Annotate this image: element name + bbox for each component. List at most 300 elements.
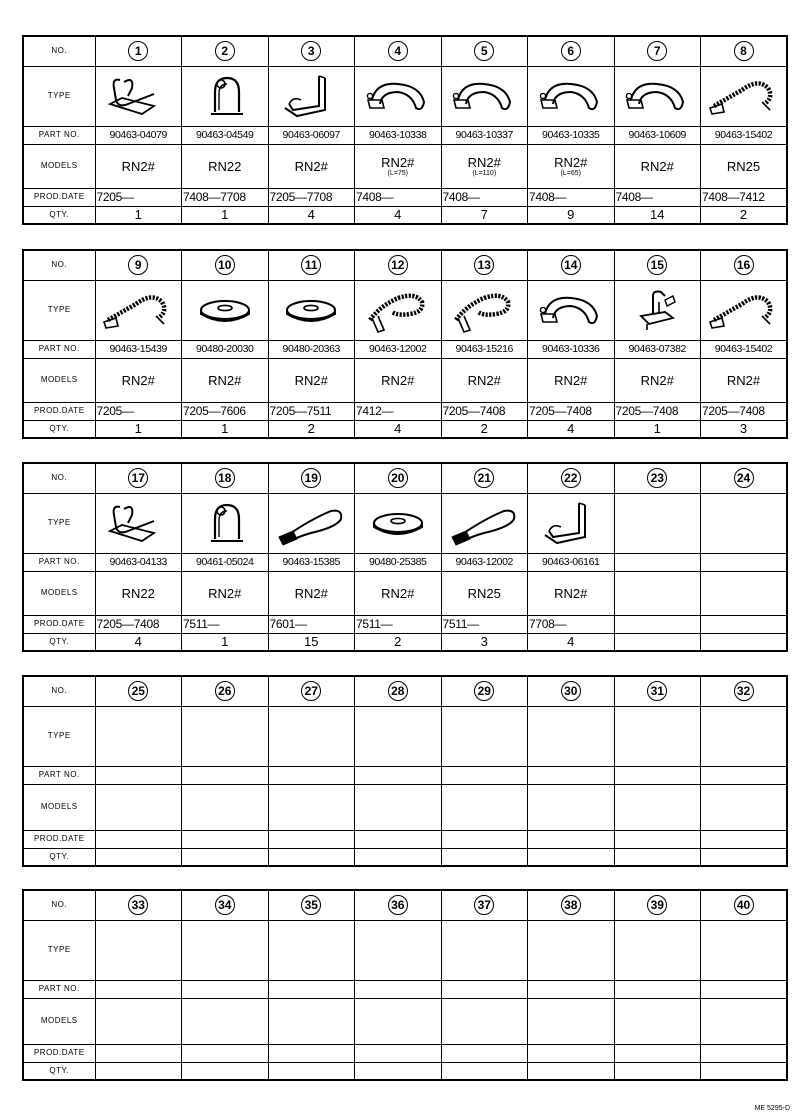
- date-cell: [441, 188, 528, 206]
- model-code: RN2#: [294, 158, 328, 174]
- part-cell: [355, 980, 442, 998]
- qty-cell: [182, 206, 269, 224]
- part-cell: [268, 553, 355, 571]
- item-number-badge: 36: [388, 895, 408, 915]
- length-note: (L=110): [472, 169, 497, 177]
- no-cell: [441, 890, 528, 920]
- date-cell: [441, 1044, 528, 1062]
- parts-block-4: [22, 675, 788, 867]
- hook-clip-icon: [528, 284, 614, 336]
- no-label: NO.: [23, 890, 95, 920]
- no-cell: [701, 36, 788, 66]
- no-cell: [268, 250, 355, 280]
- row-model: [23, 358, 787, 402]
- quantity: 4: [567, 634, 575, 650]
- date-cell: [355, 615, 442, 633]
- qty-label: QTY.: [23, 1062, 95, 1080]
- model-cell: [701, 144, 788, 188]
- item-number-badge: 29: [474, 681, 494, 701]
- model-cell: [528, 998, 615, 1044]
- qty-cell: [701, 1062, 788, 1080]
- part-cell: [268, 766, 355, 784]
- date-cell: [355, 830, 442, 848]
- part-number: 90463-15439: [109, 342, 167, 355]
- part-number: 90463-10338: [369, 128, 427, 141]
- row-date: [23, 1044, 787, 1062]
- model-cell: [182, 571, 269, 615]
- part-cell: [528, 766, 615, 784]
- quantity: 2: [739, 207, 748, 223]
- model-code: RN2#: [208, 372, 242, 388]
- item-number-badge: 40: [734, 895, 754, 915]
- part-cell: [95, 980, 182, 998]
- model-code: RN2#: [640, 372, 674, 388]
- qty-cell: [441, 206, 528, 224]
- type-cell: [614, 920, 701, 980]
- model-cell: [95, 998, 182, 1044]
- row-part: [23, 766, 787, 784]
- row-qty: [23, 633, 787, 651]
- part-label: PART NO.: [23, 766, 95, 784]
- part-cell: [355, 553, 442, 571]
- qty-cell: [268, 206, 355, 224]
- type-cell: [268, 493, 355, 553]
- date-cell: [182, 830, 269, 848]
- no-cell: [441, 36, 528, 66]
- qty-label: QTY.: [23, 206, 95, 224]
- quantity: 1: [221, 421, 229, 437]
- row-no: [23, 250, 787, 280]
- type-label: TYPE: [23, 706, 95, 766]
- no-cell: [355, 890, 442, 920]
- model-cell: [614, 784, 701, 830]
- no-cell: [268, 36, 355, 66]
- date-cell: [528, 1044, 615, 1062]
- part-cell: [268, 340, 355, 358]
- part-cell: [182, 126, 269, 144]
- type-cell: [528, 66, 615, 126]
- hook-clip-icon: [355, 70, 441, 122]
- no-cell: [182, 676, 269, 706]
- part-cell: [182, 340, 269, 358]
- qty-cell: [614, 848, 701, 866]
- type-cell: [268, 280, 355, 340]
- item-number-badge: 24: [734, 468, 754, 488]
- qty-cell: [441, 1062, 528, 1080]
- item-number-badge: 3: [301, 41, 321, 61]
- model-code: RN2#: [381, 585, 415, 601]
- ribbed-band-clip-icon: [701, 70, 786, 122]
- row-model: [23, 144, 787, 188]
- quantity: 2: [307, 421, 315, 437]
- type-cell: [355, 493, 442, 553]
- qty-cell: [528, 848, 615, 866]
- date-cell: [268, 1044, 355, 1062]
- qty-cell: [701, 206, 788, 224]
- date-cell: [528, 830, 615, 848]
- model-cell: [441, 358, 528, 402]
- spring-clip-icon: [96, 70, 182, 122]
- part-number: 90463-04133: [109, 555, 167, 568]
- angle-bracket-clip-icon: [528, 497, 614, 549]
- part-number: 90480-20030: [196, 342, 254, 355]
- quantity: 1: [653, 421, 661, 437]
- part-label: PART NO.: [23, 553, 95, 571]
- type-cell: [614, 706, 701, 766]
- model-code: RN22: [121, 585, 155, 601]
- no-cell: [268, 890, 355, 920]
- model-cell: [528, 784, 615, 830]
- item-number-badge: 5: [474, 41, 494, 61]
- type-cell: [182, 66, 269, 126]
- no-cell: [355, 676, 442, 706]
- production-date: 7205—7408: [442, 404, 506, 418]
- part-cell: [268, 126, 355, 144]
- row-date: [23, 830, 787, 848]
- date-cell: [355, 402, 442, 420]
- production-date: 7205—7708: [269, 190, 333, 204]
- qty-cell: [95, 1062, 182, 1080]
- no-label: NO.: [23, 36, 95, 66]
- part-cell: [614, 340, 701, 358]
- date-cell: [95, 402, 182, 420]
- type-cell: [614, 66, 701, 126]
- part-cell: [355, 340, 442, 358]
- item-number-badge: 35: [301, 895, 321, 915]
- row-model: [23, 571, 787, 615]
- model-label: MODELS: [23, 144, 95, 188]
- model-cell: [701, 571, 788, 615]
- part-cell: [528, 126, 615, 144]
- part-number: 90463-04079: [109, 128, 167, 141]
- production-date: 7205—: [96, 404, 134, 418]
- date-cell: [701, 1044, 788, 1062]
- production-date: 7408—: [442, 190, 480, 204]
- part-cell: [182, 980, 269, 998]
- part-cell: [268, 980, 355, 998]
- item-number-badge: 37: [474, 895, 494, 915]
- part-number: 90463-12002: [369, 342, 427, 355]
- row-qty: [23, 848, 787, 866]
- part-cell: [701, 340, 788, 358]
- row-no: [23, 676, 787, 706]
- type-cell: [355, 280, 442, 340]
- model-cell: [182, 144, 269, 188]
- part-cell: [95, 553, 182, 571]
- no-cell: [441, 250, 528, 280]
- model-cell: [528, 358, 615, 402]
- date-cell: [355, 188, 442, 206]
- item-number-badge: 32: [734, 681, 754, 701]
- grommet-icon: [182, 284, 268, 336]
- production-date: 7511—: [356, 617, 393, 631]
- row-part: [23, 126, 787, 144]
- date-cell: [701, 402, 788, 420]
- cable-tie-clip-icon: [442, 284, 528, 336]
- qty-label: QTY.: [23, 633, 95, 651]
- type-cell: [182, 493, 269, 553]
- model-cell: [95, 144, 182, 188]
- no-cell: [614, 890, 701, 920]
- model-cell: [701, 998, 788, 1044]
- part-number: 90463-06097: [282, 128, 340, 141]
- qty-cell: [614, 206, 701, 224]
- production-date: 7205—7408: [529, 404, 592, 418]
- date-label: PROD.DATE: [23, 830, 95, 848]
- model-label: MODELS: [23, 358, 95, 402]
- item-number-badge: 6: [561, 41, 581, 61]
- part-cell: [441, 766, 528, 784]
- qty-cell: [268, 420, 355, 438]
- model-cell: [441, 998, 528, 1044]
- row-type: [23, 493, 787, 553]
- date-cell: [355, 1044, 442, 1062]
- row-model: [23, 998, 787, 1044]
- model-cell: [355, 571, 442, 615]
- part-cell: [95, 340, 182, 358]
- qty-cell: [355, 633, 442, 651]
- parts-block-2: [22, 249, 788, 439]
- date-cell: [614, 188, 701, 206]
- qty-cell: [528, 420, 615, 438]
- model-code: RN2#: [726, 372, 761, 388]
- production-date: 7205—7511: [269, 404, 332, 418]
- date-cell: [441, 615, 528, 633]
- date-cell: [528, 402, 615, 420]
- row-no: [23, 463, 787, 493]
- item-number-badge: 20: [388, 468, 408, 488]
- model-code: RN2#: [554, 372, 588, 388]
- part-cell: [701, 980, 788, 998]
- date-cell: [441, 402, 528, 420]
- item-number-badge: 28: [388, 681, 408, 701]
- part-cell: [441, 126, 528, 144]
- date-label: PROD.DATE: [23, 1044, 95, 1062]
- model-code: RN2#: [554, 585, 588, 601]
- type-cell: [701, 920, 788, 980]
- part-number: 90463-10335: [542, 128, 600, 141]
- item-number-badge: 7: [647, 41, 667, 61]
- model-code: RN2#: [208, 585, 242, 601]
- angle-bracket-clip-icon: [269, 70, 355, 122]
- type-label: TYPE: [23, 493, 95, 553]
- item-number-badge: 27: [301, 681, 321, 701]
- qty-cell: [528, 206, 615, 224]
- ribbed-band-clip-icon: [96, 284, 182, 336]
- item-number-badge: 1: [128, 41, 148, 61]
- type-cell: [528, 706, 615, 766]
- no-cell: [614, 676, 701, 706]
- part-label: PART NO.: [23, 126, 95, 144]
- qty-cell: [268, 848, 355, 866]
- date-label: PROD.DATE: [23, 188, 95, 206]
- qty-cell: [95, 633, 182, 651]
- no-cell: [528, 890, 615, 920]
- part-cell: [95, 126, 182, 144]
- model-label: MODELS: [23, 571, 95, 615]
- item-number-badge: 4: [388, 41, 408, 61]
- qty-cell: [355, 1062, 442, 1080]
- part-number: 90463-10336: [542, 342, 600, 355]
- item-number-badge: 19: [301, 468, 321, 488]
- item-number-badge: 34: [215, 895, 235, 915]
- quantity: 7: [480, 207, 488, 223]
- model-code: RN2#: [381, 154, 415, 170]
- date-cell: [95, 830, 182, 848]
- item-number-badge: 12: [388, 255, 408, 275]
- no-cell: [95, 676, 182, 706]
- date-cell: [182, 1044, 269, 1062]
- date-cell: [182, 615, 269, 633]
- part-cell: [701, 126, 788, 144]
- quantity: 9: [567, 207, 575, 223]
- item-number-badge: 8: [734, 41, 754, 61]
- row-date: [23, 615, 787, 633]
- model-cell: [355, 784, 442, 830]
- no-cell: [355, 463, 442, 493]
- hook-clip-icon: [528, 70, 614, 122]
- no-cell: [268, 463, 355, 493]
- model-code: RN25: [467, 585, 501, 601]
- qty-cell: [182, 633, 269, 651]
- qty-cell: [528, 633, 615, 651]
- type-cell: [355, 920, 442, 980]
- no-cell: [95, 890, 182, 920]
- date-cell: [268, 615, 355, 633]
- production-date: 7511—: [442, 617, 479, 631]
- no-cell: [614, 36, 701, 66]
- model-code: RN2#: [121, 158, 155, 174]
- model-code: RN2#: [294, 585, 328, 601]
- part-cell: [182, 553, 269, 571]
- qty-cell: [182, 1062, 269, 1080]
- item-number-badge: 25: [128, 681, 148, 701]
- type-cell: [441, 920, 528, 980]
- no-cell: [182, 250, 269, 280]
- model-label: MODELS: [23, 784, 95, 830]
- model-cell: [355, 358, 442, 402]
- model-cell: [268, 998, 355, 1044]
- production-date: 7708—: [529, 617, 567, 631]
- part-number: 90463-04549: [196, 128, 254, 141]
- qty-cell: [701, 420, 788, 438]
- no-cell: [441, 676, 528, 706]
- quantity: 2: [394, 634, 402, 650]
- no-cell: [528, 676, 615, 706]
- item-number-badge: 13: [474, 255, 494, 275]
- model-code: RN2#: [640, 158, 674, 174]
- model-cell: [614, 144, 701, 188]
- model-code: RN2#: [294, 372, 328, 388]
- type-cell: [95, 493, 182, 553]
- item-number-badge: 15: [647, 255, 667, 275]
- production-date: 7205—7408: [96, 617, 160, 631]
- model-cell: [355, 144, 442, 188]
- production-date: 7408—7412: [702, 190, 765, 204]
- model-cell: [95, 784, 182, 830]
- type-label: TYPE: [23, 66, 95, 126]
- row-no: [23, 36, 787, 66]
- no-cell: [268, 676, 355, 706]
- row-part: [23, 980, 787, 998]
- type-label: TYPE: [23, 280, 95, 340]
- qty-cell: [355, 420, 442, 438]
- date-cell: [701, 188, 788, 206]
- model-cell: [268, 144, 355, 188]
- date-label: PROD.DATE: [23, 402, 95, 420]
- no-cell: [701, 890, 788, 920]
- ribbed-band-clip-icon: [701, 284, 786, 336]
- type-cell: [528, 493, 615, 553]
- quantity: 1: [134, 421, 142, 437]
- no-cell: [528, 36, 615, 66]
- loop-clamp-icon: [182, 70, 268, 122]
- model-cell: [268, 784, 355, 830]
- quantity: 4: [307, 207, 315, 223]
- qty-label: QTY.: [23, 420, 95, 438]
- date-cell: [268, 402, 355, 420]
- qty-cell: [182, 420, 269, 438]
- type-cell: [528, 280, 615, 340]
- part-cell: [614, 553, 701, 571]
- production-date: 7205—7408: [615, 404, 679, 418]
- part-cell: [614, 980, 701, 998]
- production-date: 7601—: [269, 617, 307, 631]
- date-cell: [614, 830, 701, 848]
- part-cell: [182, 766, 269, 784]
- part-cell: [528, 340, 615, 358]
- qty-cell: [701, 848, 788, 866]
- no-cell: [355, 36, 442, 66]
- production-date: 7205—7606: [183, 404, 246, 418]
- length-note: (L=75): [387, 169, 408, 177]
- row-part: [23, 340, 787, 358]
- model-cell: [355, 998, 442, 1044]
- qty-cell: [182, 848, 269, 866]
- date-cell: [528, 188, 615, 206]
- spring-clip-icon: [96, 497, 182, 549]
- type-cell: [95, 280, 182, 340]
- no-cell: [182, 890, 269, 920]
- production-date: 7408—: [529, 190, 567, 204]
- item-number-badge: 11: [301, 255, 321, 275]
- no-cell: [95, 250, 182, 280]
- figure-code: ME 5295-D: [754, 1105, 790, 1112]
- row-no: [23, 890, 787, 920]
- row-type: [23, 920, 787, 980]
- part-number: 90463-06161: [542, 555, 600, 568]
- model-code: RN2#: [381, 372, 415, 388]
- no-cell: [701, 463, 788, 493]
- row-type: [23, 706, 787, 766]
- loop-clamp-icon: [182, 497, 268, 549]
- model-code: RN2#: [467, 154, 501, 170]
- part-cell: [701, 766, 788, 784]
- quantity: 4: [394, 421, 402, 437]
- model-cell: [268, 358, 355, 402]
- type-cell: [441, 706, 528, 766]
- parts-block-3: [22, 462, 788, 652]
- part-cell: [355, 766, 442, 784]
- qty-cell: [95, 206, 182, 224]
- production-date: 7408—7708: [183, 190, 246, 204]
- parts-block-5: [22, 889, 788, 1081]
- type-cell: [355, 706, 442, 766]
- production-date: 7511—: [183, 617, 220, 631]
- part-number: 90480-20363: [282, 342, 340, 355]
- bracket-clip-icon: [615, 284, 701, 336]
- part-number: 90463-15402: [714, 342, 773, 355]
